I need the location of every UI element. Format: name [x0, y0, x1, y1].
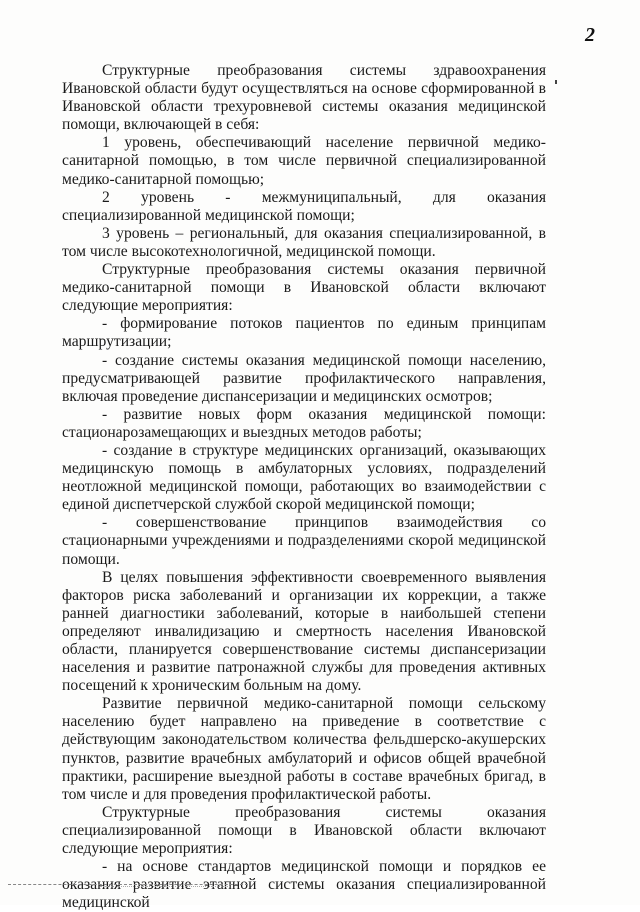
paragraph-primary-care-intro: Структурные преобразования системы оказания первичной медико-санитарной помощи в Ивановской области включают следующие мероприятия:: [62, 261, 546, 315]
document-body: [62, 62, 546, 912]
paragraph-rural-care: Развитие первичной медико-санитарной помощи сельскому населению будет направлено на приведение в соответствие с действующим законодательством количества фельдшерско-акушерских пунктов, развитие врачебных амбулаторий и офисов общей врачебной практики, расширение выездной работы в составе врачебных бригад, в том числе и для проведения профилактической работы.: [62, 695, 546, 803]
list-item-prevention: - создание системы оказания медицинской помощи населению, предусматривающей развитие профилактического направления, включая проведение диспансеризации и медицинских осмотров;: [62, 351, 546, 405]
scan-edge-line-faint: [100, 886, 230, 887]
list-item-standards: - на основе стандартов медицинской помощи и порядков ее оказания развитие этапной системы оказания специализированной медицинской: [62, 858, 546, 912]
scan-edge-line: [8, 884, 248, 885]
paragraph-specialized-intro: Структурные преобразования системы оказания специализированной помощи в Ивановской области включают следующие мероприятия:: [62, 803, 546, 858]
paragraph-intro: Структурные преобразования системы здравоохранения Ивановской области будут осуществляться на основе сформированной в Ивановской области трехуровневой системы оказания медицинской помощи, включающей в себя:: [62, 62, 546, 134]
list-item-new-forms: - развитие новых форм оказания медицинской помощи: стационарозамещающих и выездных методов работы;: [62, 405, 546, 441]
paragraph-level-3: 3 уровень – региональный, для оказания специализированной, в том числе высокотехнологичной, медицинской помощи.: [62, 224, 546, 260]
paragraph-dispensarization: В целях повышения эффективности своевременного выявления факторов риска заболеваний и организации их коррекции, а также ранней диагностики заболеваний, которые в наибольшей степени определяют инвалидизацию и смертность населения Ивановской области, планируется совершенствование системы диспансеризации населения и развитие патронажной службы для проведения активных посещений к хроническим больным на дому.: [62, 568, 546, 695]
list-item-urgent-care: - создание в структуре медицинских организаций, оказывающих медицинскую помощь в амбулаторных условиях, подразделений неотложной медицинской помощи, работающих во взаимодействии с единой диспетчерской службой скорой медицинской помощи;: [62, 441, 546, 514]
list-item-interaction: - совершенствование принципов взаимодействия со стационарными учреждениями и подразделениями скорой медицинской помощи.: [62, 514, 546, 568]
page-number: 2: [585, 24, 595, 46]
list-item-routing: - формирование потоков пациентов по единым принципам маршрутизации;: [62, 315, 546, 351]
paragraph-level-2: 2 уровень - межмуниципальный, для оказания специализированной медицинской помощи;: [62, 188, 546, 224]
stray-mark: [555, 80, 557, 84]
paragraph-level-1: 1 уровень, обеспечивающий население первичной медико-санитарной помощью, в том числе первичной специализированной медико-санитарной помощью;: [62, 134, 546, 188]
